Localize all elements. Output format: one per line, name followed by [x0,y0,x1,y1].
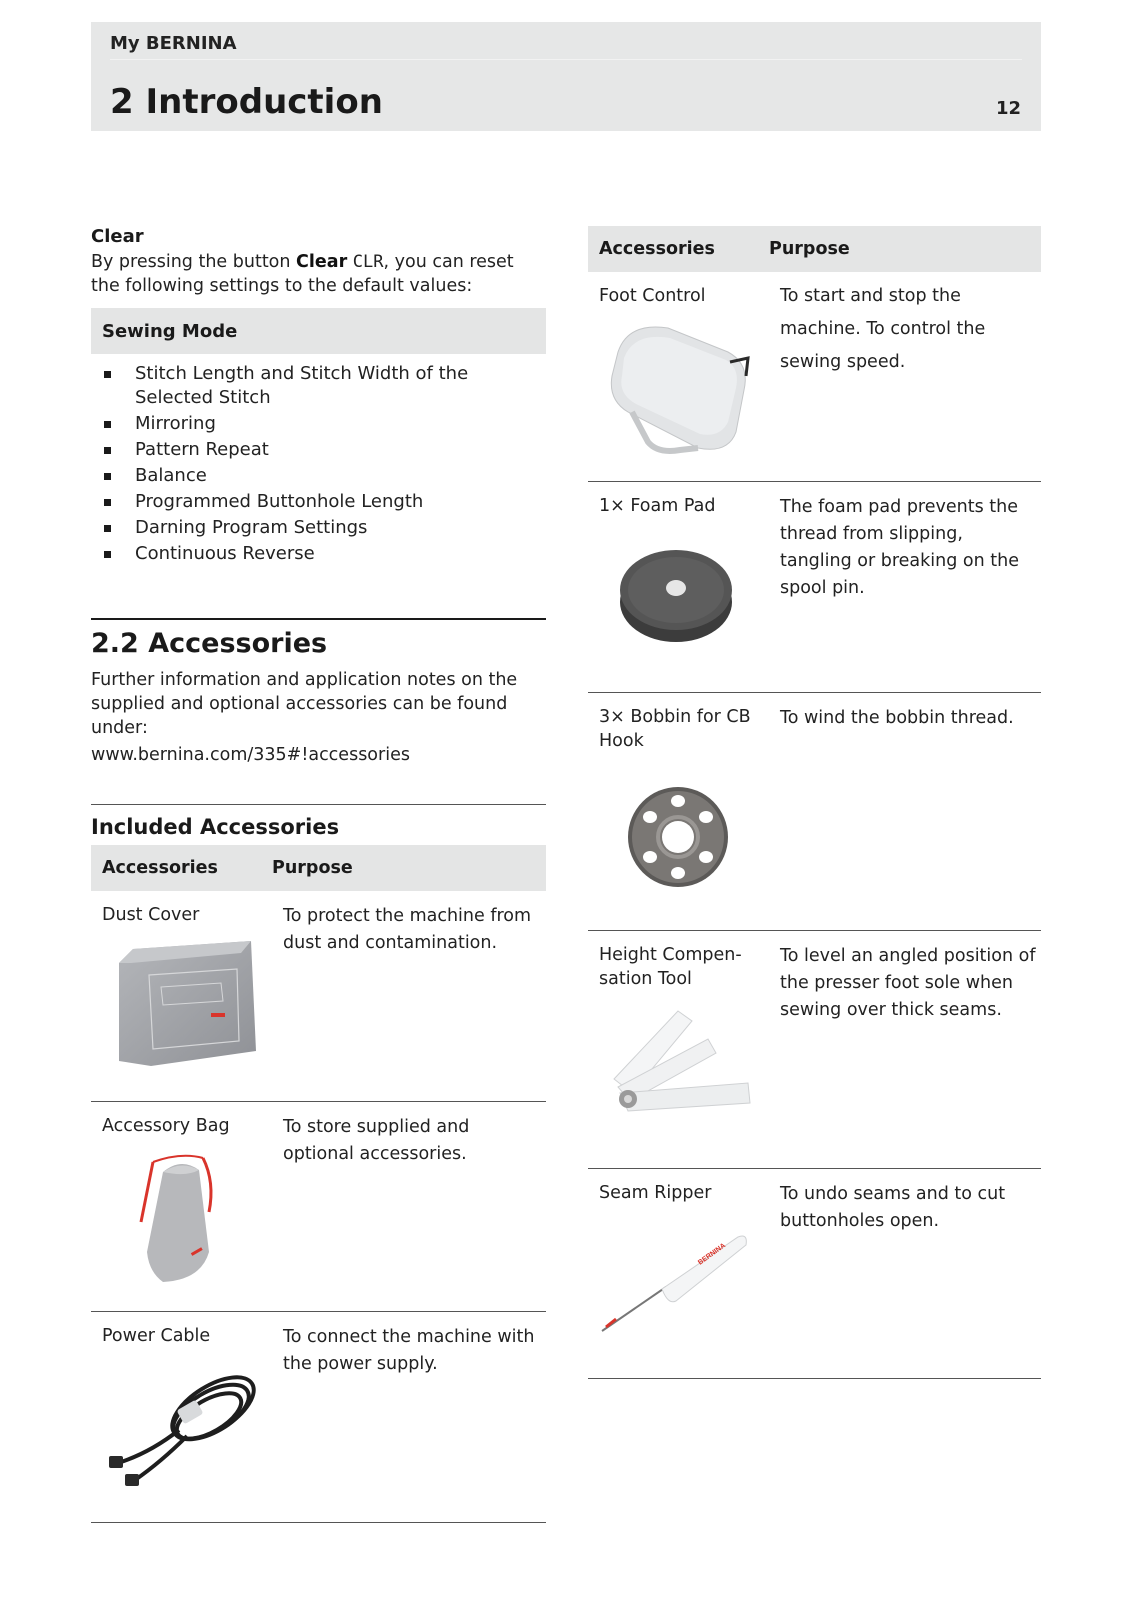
table-row [588,482,1041,693]
clear-description [91,250,546,298]
column-header-accessories: Accessories [102,858,218,878]
accessory-name: Seam Ripper [599,1183,712,1203]
clear-heading: Clear [91,226,144,247]
included-accessories-title: Included Accessories [91,815,340,839]
right-column [588,226,1041,1379]
accessories-table-header [588,226,1041,272]
column-header-purpose: Purpose [272,858,353,878]
left-column [91,224,546,1523]
accessories-section-title: 2.2 Accessories [91,628,328,659]
accessory-name: 3× Bobbin for CB Hook [599,707,751,751]
accessory-purpose: The foam pad prevents the thread from slipping, tangling or breaking on the spool pin. [780,497,1019,598]
included-table-header [91,845,546,891]
chapter-title: 2 Introduction [110,82,383,122]
table-row [91,1102,546,1312]
column-header-accessories: Accessories [599,239,715,259]
section-divider [91,618,546,620]
clear-button-name: Clear [296,252,348,272]
accessory-name: 1× Foam Pad [599,496,716,516]
accessories-section-text: Further information and application notes on the supplied and optional accessories can be found under: [91,670,518,738]
table-row [588,931,1041,1169]
accessory-name: Dust Cover [102,905,200,925]
clear-text-after: , you can reset the following settings to the default values: [91,252,514,296]
accessory-name: Power Cable [102,1326,211,1346]
table-row [91,1312,546,1523]
list-item: Continuous Reverse [91,542,546,566]
subsection-divider [91,804,546,805]
list-item: Stitch Length and Stitch Width of the Selected Stitch [91,362,546,410]
header-brand: My BERNINA [110,33,237,54]
table-row [91,891,546,1102]
list-item: Pattern Repeat [91,438,546,462]
list-item: Darning Program Settings [91,516,546,540]
list-item: Mirroring [91,412,546,436]
list-item: Balance [91,464,546,488]
accessories-url-link[interactable]: www.bernina.com/335#!accessories [91,745,410,765]
table-row [588,1169,1041,1379]
list-item: Programmed Buttonhole Length [91,490,546,514]
page-header [91,22,1041,131]
page-number: 12 [995,98,1021,119]
accessory-name: Height Compen-sation Tool [599,945,742,989]
sewing-mode-heading: Sewing Mode [91,308,546,354]
accessory-purpose: To wind the bobbin thread. [780,708,1014,728]
accessory-purpose: To undo seams and to cut buttonholes open. [780,1184,1006,1231]
accessory-purpose: To start and stop the machine. To control the sewing speed. [780,286,986,372]
sewing-mode-list [91,362,546,566]
accessory-purpose: To protect the machine from dust and contamination. [283,906,532,953]
clear-text-before: By pressing the button [91,252,297,272]
clr-button-label: CLR [352,252,384,272]
accessory-purpose: To store supplied and optional accessories. [283,1117,470,1164]
accessory-name: Foot Control [599,286,706,306]
table-row [588,693,1041,931]
header-divider [110,59,1022,60]
accessory-purpose: To connect the machine with the power supply. [283,1327,535,1374]
accessory-name: Accessory Bag [102,1116,230,1136]
bernina-logo-mark: BERNINA [697,1242,727,1267]
accessory-purpose: To level an angled position of the presser foot sole when sewing over thick seams. [780,946,1036,1020]
table-row [588,272,1041,482]
column-header-purpose: Purpose [769,239,850,259]
